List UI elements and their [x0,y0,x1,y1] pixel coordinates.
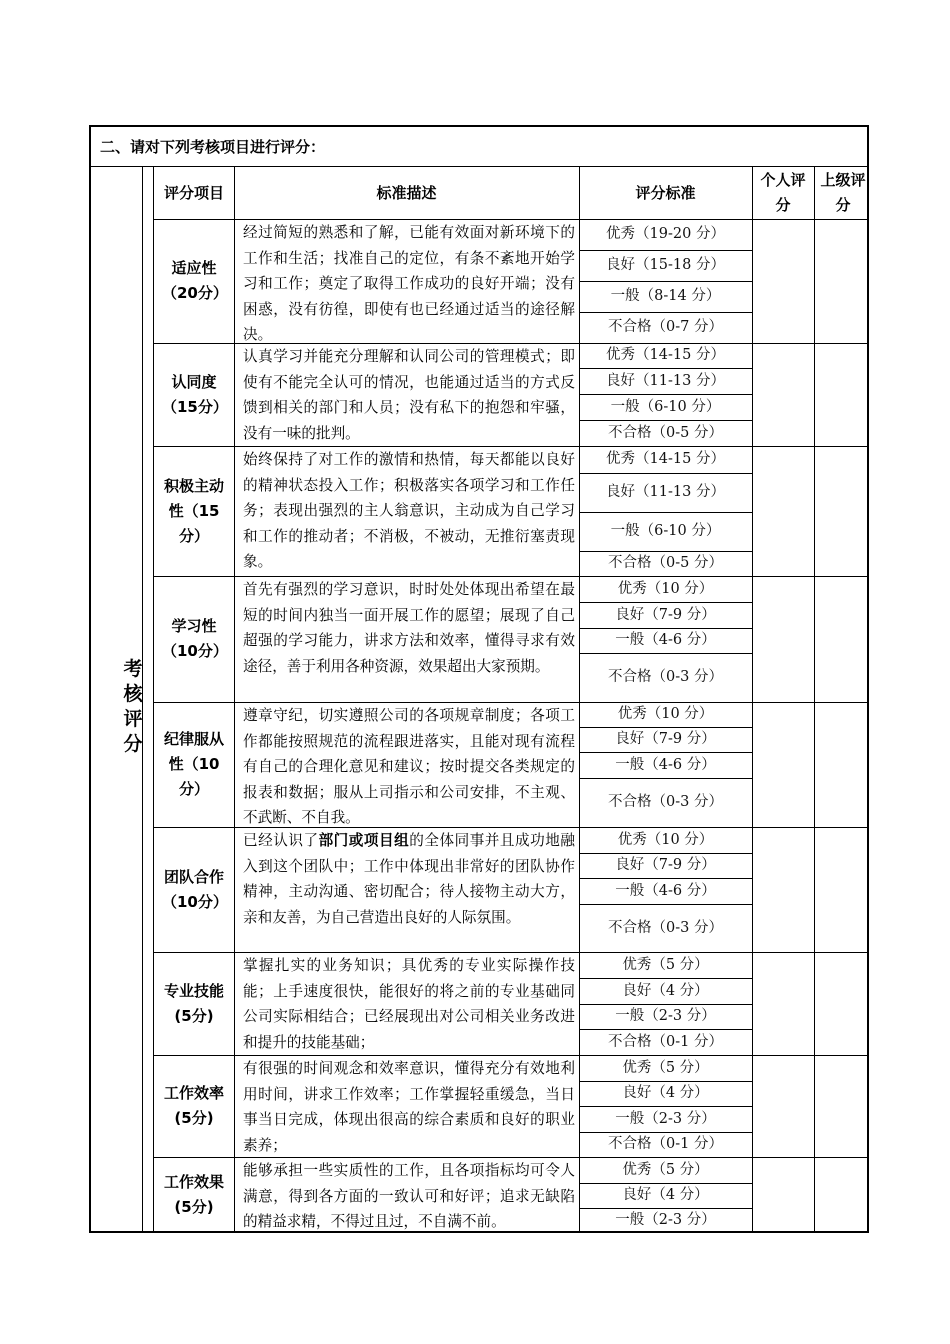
criteria-name-text: 适应性（20分） [162,259,228,302]
criteria-name [154,219,234,343]
evaluation-form [89,125,869,1233]
score-level: 良好（7-9 分） [615,606,716,623]
criteria-name-text: 学习性（10分） [162,617,228,660]
score-level: 一般（2-3 分） [615,1008,716,1024]
superior-score-cell-identification[interactable] [815,344,867,446]
score-level: 良好（7-9 分） [615,731,716,747]
section-title: 二、请对下列考核项目进行评分： [100,138,326,156]
description-text: 的全体同事并且成功地融入到这个团队中；工作中体现出非常好的团队协作精神，主动沟通、密切配合；待人接物主动大方，亲和友善，为自己营造出良好的人际氛围。 [243,832,575,926]
score-level: 不合格（0-5 分） [608,424,723,441]
self-score-cell-teamwork[interactable] [753,828,814,952]
criteria-description: 能够承担一些实质性的工作，且各项指标均可令人满意，得到各方面的一致认可和好评；追求无缺陷的精益求精，不得过且过，不自满不前。 [243,1162,575,1230]
criteria-description: 经过简短的熟悉和了解，已能有效面对新环境下的工作和生活；找准自己的定位，有条不紊地开始学习和工作；奠定了取得工作成功的良好开端；没有困惑，没有彷徨，即使有也已经通过适当的途径解决。 [243,224,575,343]
header-item [154,167,234,219]
score-level: 一般（8-14 分） [610,288,721,304]
score-level: 一般（4-6 分） [615,632,716,648]
score-level: 良好（4 分） [622,1085,709,1101]
criteria-description: 始终保持了对工作的激情和热情，每天都能以良好的精神状态投入工作；积极落实各项学习和工作任务；表现出强烈的主人翁意识，主动成为自己学习和工作的推动者；不消极，不被动，无推衍塞责现象。 [243,451,575,570]
criteria-name-text: 认同度（15分） [162,372,228,416]
score-level: 不合格（0-5 分） [608,555,723,571]
header-self-score-text: 个人评分 [760,171,806,214]
header-item-text: 评分项目 [163,183,224,202]
header-desc-text: 标准描述 [376,183,437,202]
score-level: 不合格（0-1 分） [608,1136,723,1152]
self-score-cell-learning[interactable] [753,577,814,702]
criteria-name-text: 纪律服从性（10分） [163,730,224,798]
score-level: 优秀（5 分） [622,956,709,973]
criteria-description [234,827,579,952]
score-level: 一般（6-10 分） [610,398,721,415]
criteria-description: 首先有强烈的学习意识，时时处处体现出希望在最短的时间内独当一面开展工作的愿望；展现了自己超强的学习能力，讲求方法和效率，懂得寻求有效途径，善于利用各种资源，效果超出大家预期。 [243,581,575,675]
score-level: 优秀（14-15 分） [606,451,725,467]
score-level: 良好（15-18 分） [606,257,725,273]
self-score-cell-discipline[interactable] [753,703,814,827]
score-level: 一般（2-3 分） [615,1212,716,1228]
criteria-name [154,827,234,952]
criteria-description: 有很强的时间观念和效率意识，懂得充分有效地利用时间，讲求工作效率；工作掌握轻重缓急，当日事当日完成，体现出很高的综合素质和良好的职业素养； [243,1060,575,1154]
self-score-cell-adaptability[interactable] [753,220,814,343]
superior-score-cell-learning[interactable] [815,577,867,702]
superior-score-cell-teamwork[interactable] [815,828,867,952]
superior-score-cell-adaptability[interactable] [815,220,867,343]
description-text: 已经认识了 [243,832,319,849]
criteria-name [154,952,234,1055]
criteria-name-text: 团队合作（10分） [162,867,228,911]
score-level: 不合格（0-1 分） [608,1033,723,1050]
score-level: 良好（4 分） [622,982,709,999]
superior-score-cell-skills[interactable] [815,953,867,1055]
header-superior-score-text: 上级评分 [820,171,866,214]
criteria-name-text: 专业技能(5分) [163,981,224,1025]
self-score-cell-skills[interactable] [753,953,814,1055]
self-score-cell-initiative[interactable] [753,447,814,576]
score-level: 优秀（10 分） [617,831,714,848]
criteria-name-text: 积极主动性（15分） [163,476,224,545]
criteria-name [154,1055,234,1157]
criteria-name [154,576,234,702]
criteria-name-text: 工作效果(5分) [163,1173,224,1216]
self-score-cell-efficiency[interactable] [753,1056,814,1157]
score-level: 不合格（0-3 分） [608,669,723,685]
header-standard [579,167,752,219]
criteria-description: 掌握扎实的业务知识；具优秀的专业实际操作技能；上手速度很快，能很好的将之前的专业基础同公司实际相结合；已经展现出对公司相关业务改进和提升的技能基础； [243,957,575,1051]
score-level: 良好（7-9 分） [615,857,716,873]
superior-score-cell-effect[interactable] [815,1158,867,1233]
score-level: 不合格（0-3 分） [608,919,723,936]
criteria-name [154,343,234,446]
self-score-cell-identification[interactable] [753,344,814,446]
score-level: 优秀（10 分） [617,580,714,597]
header-superior-score [817,167,869,219]
superior-score-cell-initiative[interactable] [815,447,867,576]
score-level: 良好（4 分） [622,1187,709,1203]
score-level: 一般（4-6 分） [615,882,716,899]
superior-score-cell-discipline[interactable] [815,703,867,827]
side-label: 考核评分 [123,658,143,755]
score-level: 良好（11-13 分） [606,484,725,500]
score-level: 一般（4-6 分） [615,756,716,773]
score-level: 优秀（10 分） [617,706,714,722]
self-score-cell-effect[interactable] [753,1158,814,1233]
header-self-score [755,167,811,219]
criteria-name [154,1157,234,1233]
score-level: 优秀（14-15 分） [606,347,725,363]
score-level: 不合格（0-3 分） [608,794,723,810]
superior-score-cell-efficiency[interactable] [815,1056,867,1157]
criteria-description: 认真学习并能充分理解和认同公司的管理模式；即使有不能完全认可的情况，也能通过适当的方式反馈到相关的部门和人员；没有私下的抱怨和牢骚，没有一味的批判。 [243,348,575,442]
description-emphasis: 部门或项目组 [318,832,410,849]
score-level: 优秀（5 分） [622,1161,709,1178]
score-level: 优秀（5 分） [622,1059,709,1076]
criteria-description: 遵章守纪，切实遵照公司的各项规章制度；各项工作都能按照规范的流程跟进落实，且能对现有流程有自己的合理化意见和建议；按时提交各类规定的报表和数据；服从上司指示和公司安排，不主观、不武断、不自我。 [243,707,575,826]
criteria-name [154,446,234,576]
score-level: 不合格（0-7 分） [608,319,723,335]
score-level: 优秀（19-20 分） [606,226,725,242]
header-standard-text: 评分标准 [635,183,696,202]
score-level: 一般（2-3 分） [615,1110,716,1127]
score-level: 一般（6-10 分） [610,523,721,539]
criteria-name-text: 工作效率(5分) [163,1084,224,1127]
score-level: 良好（11-13 分） [606,372,725,389]
header-desc [234,167,579,219]
criteria-name [154,702,234,827]
